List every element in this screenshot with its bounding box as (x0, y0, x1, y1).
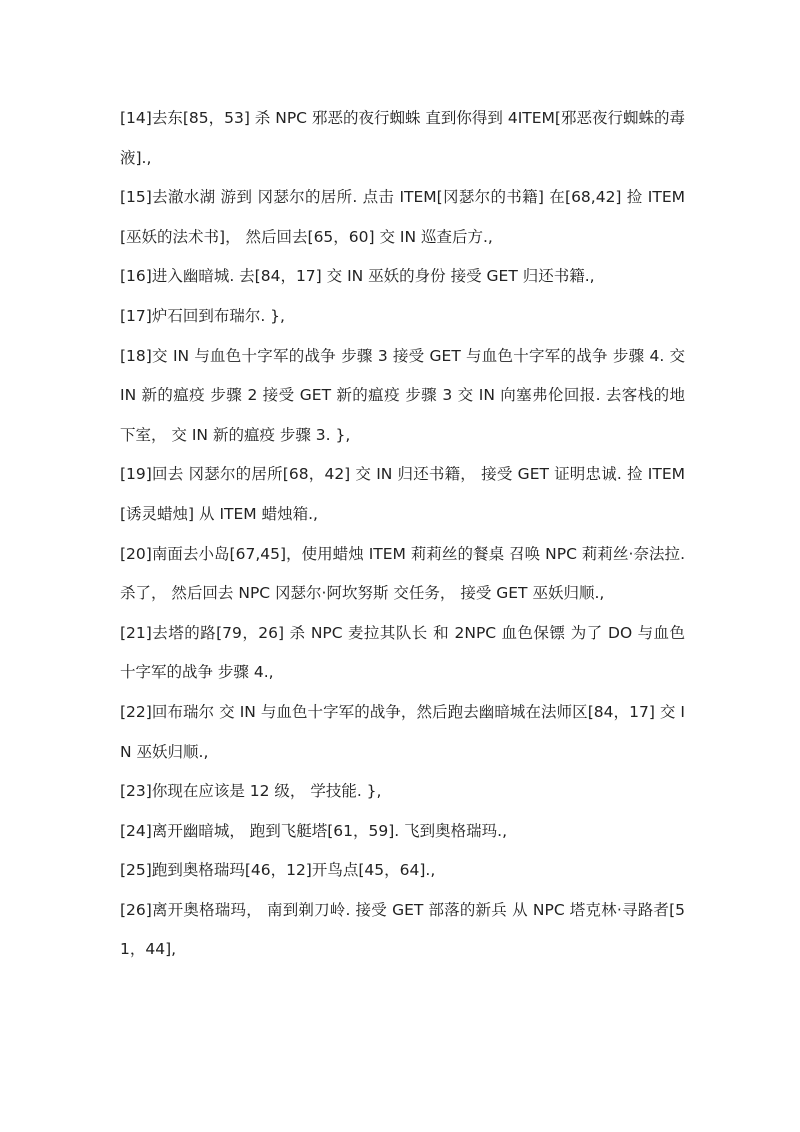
document-body (120, 99, 685, 970)
step-15: [15]去澈水湖 游到 冈瑟尔的居所. 点击 ITEM[冈瑟尔的书籍] 在[68,42] 捡 ITEM[巫妖的法术书]， 然后回去[65，60] 交 IN 巡查后方., (120, 188, 685, 246)
step-24: [24]离开幽暗城， 跑到飞艇塔[61，59]. 飞到奥格瑞玛., (120, 821, 507, 840)
step-22: [22]回布瑞尔 交 IN 与血色十字军的战争，然后跑去幽暗城在法师区[84，17] 交 IN 巫妖归顺., (120, 702, 685, 761)
step-14: [14]去东[85，53] 杀 NPC 邪恶的夜行蜘蛛 直到你得到 4ITEM[邪恶夜行蜘蛛的毒液]., (120, 109, 685, 167)
step-20: [20]南面去小岛[67,45]，使用蜡烛 ITEM 莉莉丝的餐桌 召唤 NPC 莉莉丝·奈法拉. 杀了， 然后回去 NPC 冈瑟尔·阿坎努斯 交任务， 接受 GET 巫妖归顺., (120, 544, 685, 603)
step-23: [23]你现在应该是 12 级， 学技能. }, (120, 782, 382, 801)
step-25: [25]跑到奥格瑞玛[46，12]开鸟点[45，64]., (120, 861, 436, 880)
step-17: [17]炉石回到布瑞尔. }, (120, 306, 285, 325)
step-18: [18]交 IN 与血色十字军的战争 步骤 3 接受 GET 与血色十字军的战争 步骤 4. 交 IN 新的瘟疫 步骤 2 接受 GET 新的瘟疫 步骤 3 交 IN 向塞弗伦回报. 去客栈的地下室， 交 IN 新的瘟疫 步骤 3. }, (120, 346, 685, 444)
step-26: [26]离开奥格瑞玛， 南到剃刀岭. 接受 GET 部落的新兵 从 NPC 塔克林·寻路者[51，44], (120, 900, 685, 959)
step-19: [19]回去 冈瑟尔的居所[68，42] 交 IN 归还书籍， 接受 GET 证明忠诚. 捡 ITEM[诱灵蜡烛] 从 ITEM 蜡烛箱., (120, 465, 685, 523)
step-21: [21]去塔的路[79，26] 杀 NPC 麦拉其队长 和 2NPC 血色保镖 为了 DO 与血色十字军的战争 步骤 4., (120, 623, 685, 682)
step-16: [16]进入幽暗城. 去[84，17] 交 IN 巫妖的身份 接受 GET 归还书籍., (120, 267, 595, 286)
